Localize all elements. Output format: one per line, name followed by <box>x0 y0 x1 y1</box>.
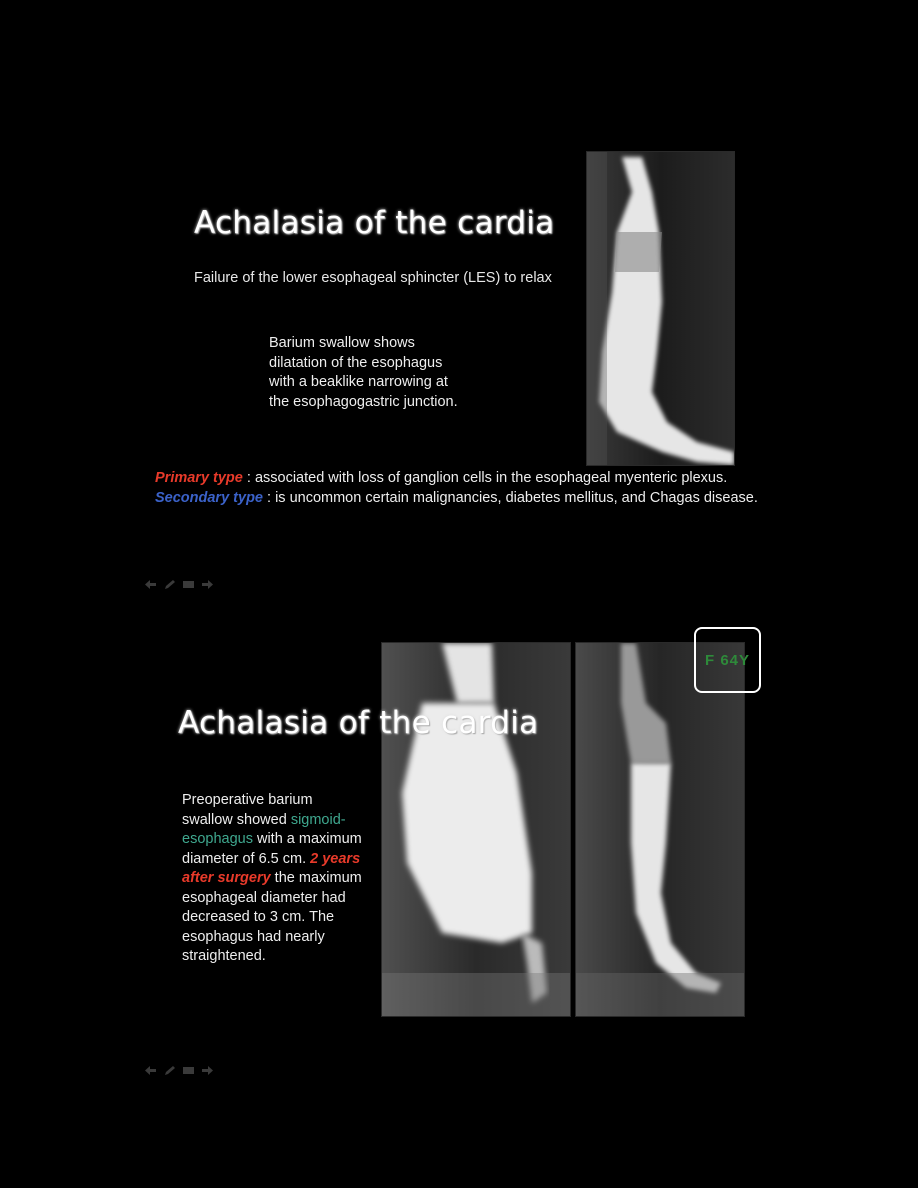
caption-line: with a beaklike narrowing at <box>269 374 448 390</box>
arrow-left-icon[interactable] <box>144 575 157 586</box>
description-text: Preoperative barium swallow showed <box>182 792 313 828</box>
caption-line: dilatation of the esophagus <box>269 354 443 371</box>
arrow-left-icon[interactable] <box>144 1061 157 1072</box>
secondary-type-label: Secondary type <box>155 489 263 506</box>
slide1-caption <box>269 334 458 412</box>
preoperative-xray <box>381 642 571 1017</box>
pencil-icon[interactable] <box>163 575 176 586</box>
slide2-title: Achalasia of the cardia <box>178 705 539 741</box>
secondary-type-text: : is uncommon certain malignancies, diabetes mellitus, and Chagas disease. <box>263 489 758 506</box>
slide1-title: Achalasia of the cardia <box>194 205 555 241</box>
primary-type-label: Primary type <box>155 470 243 486</box>
arrow-right-icon[interactable] <box>201 575 214 586</box>
slide1-nav <box>144 575 214 586</box>
after-surgery-highlight: 2 years after surgery <box>182 850 361 886</box>
slide1-subtitle: Failure of the lower esophageal sphincter (LES) to relax <box>194 270 552 286</box>
slide2-nav <box>144 1061 214 1072</box>
description-text: the maximum esophageal diameter had decreased to 3 cm. The esophagus had nearly straightened. <box>182 870 362 964</box>
slide1-types <box>155 469 758 508</box>
postoperative-xray <box>575 642 745 1017</box>
slide2-description <box>182 791 367 967</box>
sigmoid-esophagus-highlight: sigmoid-esophagus <box>182 811 346 847</box>
pencil-icon[interactable] <box>163 1061 176 1072</box>
barium-swallow-xray <box>586 151 735 466</box>
primary-type-text: : associated with loss of ganglion cells in the esophageal myenteric plexus. <box>242 470 728 486</box>
patient-badge: F 64Y <box>694 627 761 693</box>
caption-line: Barium swallow shows <box>269 335 415 351</box>
slide-menu-icon[interactable] <box>182 1061 195 1072</box>
caption-line: the esophagogastric junction. <box>269 393 458 410</box>
description-text: with a maximum diameter of 6.5 cm. <box>182 831 362 867</box>
slide-menu-icon[interactable] <box>182 575 195 586</box>
arrow-right-icon[interactable] <box>201 1061 214 1072</box>
